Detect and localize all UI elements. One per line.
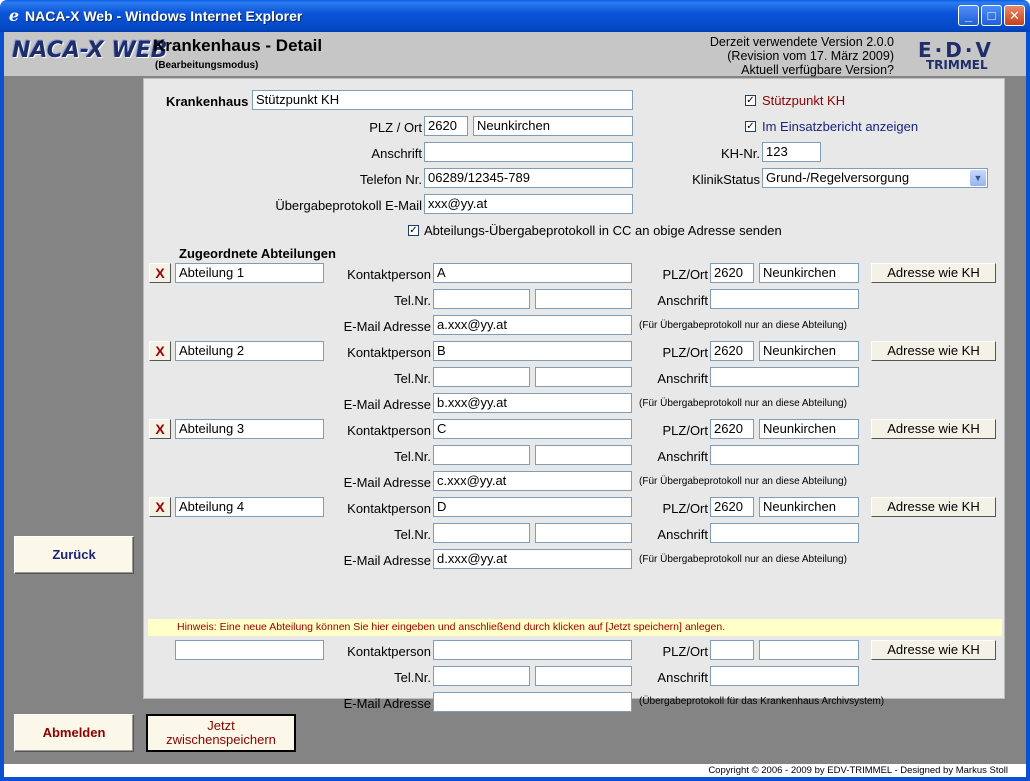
department-plz-input[interactable]: 2620: [710, 497, 754, 517]
hospital-name-input[interactable]: Stützpunkt KH: [252, 90, 633, 110]
new-email-hint: (Übergabeprotokoll für das Krankenhaus Archivsystem): [639, 696, 885, 707]
new-kontakt-input[interactable]: [433, 640, 632, 660]
tel2-input[interactable]: [535, 445, 632, 465]
email-label: Übergabeprotokoll E-Mail: [275, 198, 422, 213]
anschrift-label: Anschrift: [657, 293, 708, 308]
new-tel-label: Tel.Nr.: [394, 670, 431, 685]
new-anschrift-input[interactable]: [710, 666, 859, 686]
ie-icon: e: [8, 6, 20, 25]
plz-ort-label: PLZ / Ort: [369, 120, 422, 135]
logout-button[interactable]: Abmelden: [14, 714, 134, 752]
department-name-input[interactable]: Abteilung 4: [175, 497, 324, 517]
khnr-input[interactable]: 123: [762, 142, 821, 162]
hospital-ort-input[interactable]: Neunkirchen: [473, 116, 633, 136]
app-area: [4, 32, 1026, 777]
edv-trimmel-logo: [912, 37, 996, 73]
department-email-input[interactable]: c.xxx@yy.at: [433, 471, 632, 491]
naca-x-logo: NACA-X WEB: [12, 38, 168, 63]
stuetzpunkt-label: Stützpunkt KH: [762, 93, 846, 108]
telefon-label: Telefon Nr.: [359, 172, 422, 187]
anschrift-label: Anschrift: [657, 527, 708, 542]
department-plz-input[interactable]: 2620: [710, 341, 754, 361]
minimize-button[interactable]: _: [958, 5, 979, 26]
new-department-hint: Hinweis: Eine neue Abteilung können Sie hier eingeben und anschließend durch klicken auf [Jetzt speichern] anlegen.: [148, 619, 1002, 636]
window-frame-right: [1026, 32, 1030, 781]
khnr-label: KH-Nr.: [721, 146, 760, 161]
page-subtitle: (Bearbeitungsmodus): [155, 60, 259, 71]
plzort-label: PLZ/Ort: [662, 345, 708, 360]
tel1-input[interactable]: [433, 289, 530, 309]
tel1-input[interactable]: [433, 367, 530, 387]
delete-department-button[interactable]: X: [149, 341, 171, 361]
email-label: E-Mail Adresse: [343, 553, 431, 568]
plzort-label: PLZ/Ort: [662, 267, 708, 282]
new-email-input[interactable]: [433, 692, 632, 712]
window-title: NACA-X Web - Windows Internet Explorer: [25, 8, 303, 24]
kontakt-input[interactable]: B: [433, 341, 632, 361]
kontakt-label: Kontaktperson: [347, 267, 431, 282]
department-name-input[interactable]: Abteilung 2: [175, 341, 324, 361]
new-copy-address-button[interactable]: Adresse wie KH: [871, 640, 996, 660]
kontakt-input[interactable]: A: [433, 263, 632, 283]
new-plzort-label: PLZ/Ort: [662, 644, 708, 659]
department-anschrift-input[interactable]: [710, 523, 859, 543]
department-plz-input[interactable]: 2620: [710, 419, 754, 439]
email-hint: (Für Übergabeprotokoll nur an diese Abteilung): [639, 554, 847, 565]
page-title: Krankenhaus - Detail: [153, 36, 323, 55]
tel2-input[interactable]: [535, 367, 632, 387]
new-kontakt-label: Kontaktperson: [347, 644, 431, 659]
department-ort-input[interactable]: Neunkirchen: [759, 341, 859, 361]
save-draft-label-line2: zwischenspeichern: [166, 732, 276, 747]
version-revision: (Revision vom 17. März 2009): [727, 49, 894, 63]
edv-logo-text: E·D·V: [918, 38, 994, 62]
stuetzpunkt-checkbox[interactable]: ✓: [746, 95, 755, 106]
new-tel1-input[interactable]: [433, 666, 530, 686]
klinikstatus-select[interactable]: [762, 168, 988, 188]
new-department-name-input[interactable]: [175, 640, 324, 660]
window-titlebar: [0, 0, 1030, 32]
email-label: E-Mail Adresse: [343, 475, 431, 490]
tel-label: Tel.Nr.: [394, 527, 431, 542]
copy-address-button[interactable]: Adresse wie KH: [871, 497, 996, 517]
departments-section-title: Zugeordnete Abteilungen: [179, 246, 336, 261]
klinikstatus-label: KlinikStatus: [692, 172, 760, 187]
kontakt-label: Kontaktperson: [347, 501, 431, 516]
edv-logo-subtext: TRIMMEL: [926, 58, 988, 72]
kontakt-label: Kontaktperson: [347, 345, 431, 360]
hospital-detail-panel: [143, 78, 1005, 711]
delete-department-button[interactable]: X: [149, 419, 171, 439]
tel2-input[interactable]: [535, 523, 632, 543]
department-email-input[interactable]: d.xxx@yy.at: [433, 549, 632, 569]
department-plz-input[interactable]: 2620: [710, 263, 754, 283]
hospital-name-label: Krankenhaus: [166, 94, 249, 109]
department-email-input[interactable]: b.xxx@yy.at: [433, 393, 632, 413]
tel1-input[interactable]: [433, 523, 530, 543]
kontakt-input[interactable]: C: [433, 419, 632, 439]
copy-address-button[interactable]: Adresse wie KH: [871, 263, 996, 283]
department-ort-input[interactable]: Neunkirchen: [759, 419, 859, 439]
close-window-button[interactable]: ✕: [1004, 5, 1025, 26]
hospital-plz-input[interactable]: 2620: [424, 116, 468, 136]
new-tel2-input[interactable]: [535, 666, 632, 686]
window-frame-bottom: [0, 777, 1030, 781]
tel-label: Tel.Nr.: [394, 449, 431, 464]
email-hint: (Für Übergabeprotokoll nur an diese Abteilung): [639, 320, 847, 331]
tel-label: Tel.Nr.: [394, 293, 431, 308]
cc-checkbox[interactable]: ✓: [409, 225, 418, 236]
copy-address-button[interactable]: Adresse wie KH: [871, 419, 996, 439]
delete-department-button[interactable]: X: [149, 263, 171, 283]
new-plz-input[interactable]: [710, 640, 754, 660]
version-available-link[interactable]: Aktuell verfügbare Version?: [741, 63, 894, 77]
anschrift-label: Anschrift: [657, 371, 708, 386]
delete-department-button[interactable]: X: [149, 497, 171, 517]
email-label: E-Mail Adresse: [343, 397, 431, 412]
kontakt-input[interactable]: D: [433, 497, 632, 517]
email-label: E-Mail Adresse: [343, 319, 431, 334]
app-header: [4, 32, 1026, 76]
copyright-footer: Copyright © 2006 - 2009 by EDV-TRIMMEL - Designed by Markus Stoll: [4, 764, 1026, 777]
department-ort-input[interactable]: Neunkirchen: [759, 263, 859, 283]
cc-label: Abteilungs-Übergabeprotokoll in CC an obige Adresse senden: [424, 223, 782, 238]
tel-label: Tel.Nr.: [394, 371, 431, 386]
save-draft-button[interactable]: [146, 714, 296, 752]
department-name-input[interactable]: Abteilung 3: [175, 419, 324, 439]
anschrift-label: Anschrift: [371, 146, 422, 161]
chevron-down-icon: ▼: [970, 170, 986, 186]
maximize-button[interactable]: □: [981, 5, 1002, 26]
anschrift-label: Anschrift: [657, 449, 708, 464]
save-draft-label-line1: Jetzt: [207, 718, 235, 733]
new-email-label: E-Mail Adresse: [343, 696, 431, 711]
email-hint: (Für Übergabeprotokoll nur an diese Abteilung): [639, 476, 847, 487]
back-button[interactable]: Zurück: [14, 536, 134, 574]
department-anschrift-input[interactable]: [710, 289, 859, 309]
department-name-input[interactable]: Abteilung 1: [175, 263, 324, 283]
plzort-label: PLZ/Ort: [662, 423, 708, 438]
copy-address-button[interactable]: Adresse wie KH: [871, 341, 996, 361]
kontakt-label: Kontaktperson: [347, 423, 431, 438]
hospital-email-input[interactable]: xxx@yy.at: [424, 194, 633, 214]
klinikstatus-value: Grund-/Regelversorgung: [766, 170, 910, 185]
department-anschrift-input[interactable]: [710, 367, 859, 387]
plzort-label: PLZ/Ort: [662, 501, 708, 516]
hospital-anschrift-input[interactable]: [424, 142, 633, 162]
hospital-telefon-input[interactable]: 06289/12345-789: [424, 168, 633, 188]
version-current: Derzeit verwendete Version 2.0.0: [709, 35, 894, 49]
einsatzbericht-checkbox[interactable]: ✓: [746, 121, 755, 132]
department-anschrift-input[interactable]: [710, 445, 859, 465]
tel2-input[interactable]: [535, 289, 632, 309]
version-info: [710, 35, 894, 77]
department-email-input[interactable]: a.xxx@yy.at: [433, 315, 632, 335]
new-ort-input[interactable]: [759, 640, 859, 660]
new-anschrift-label: Anschrift: [657, 670, 708, 685]
department-ort-input[interactable]: Neunkirchen: [759, 497, 859, 517]
email-hint: (Für Übergabeprotokoll nur an diese Abteilung): [639, 398, 847, 409]
tel1-input[interactable]: [433, 445, 530, 465]
einsatzbericht-label: Im Einsatzbericht anzeigen: [762, 119, 919, 134]
